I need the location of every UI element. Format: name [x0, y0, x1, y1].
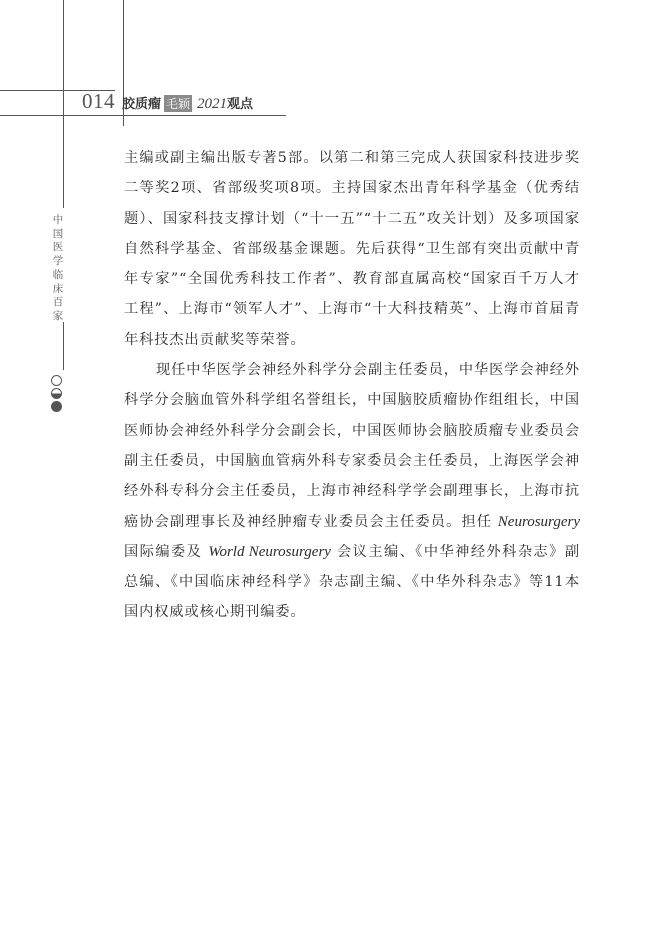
- series-side-label: 中国医学临床百家: [52, 214, 64, 322]
- positions-text-2: 国际编委及: [124, 543, 209, 560]
- hollow-circle-icon: [51, 375, 62, 386]
- journal-name-world-neurosurgery: World Neurosurgery: [208, 543, 331, 560]
- half-filled-circle-icon: [51, 388, 62, 399]
- body-text: [124, 143, 580, 628]
- journal-name-neurosurgery: Neurosurgery: [497, 513, 580, 530]
- filled-circle-icon: [51, 401, 62, 412]
- paragraph-positions: [124, 355, 580, 628]
- page-number: 014: [82, 89, 115, 113]
- frame-vertical-line-top: [63, 0, 64, 208]
- header-rule: [0, 115, 286, 116]
- paragraph-achievements: 主编或副主编出版专著5部。以第二和第三完成人获国家科技进步奖二等奖2项、省部级奖项8项。主持国家杰出青年科学基金（优秀结题）、国家科技支撑计划（“十一五”“十二五”攻关计划）及多项国家自然科学基金、省部级基金课题。先后获得“卫生部有突出贡献中青年专家”“全国优秀科技工作者”、教育部直属高校“国家百千万人才工程”、上海市“领军人才”、上海市“十大科技精英”、上海市首届青年科技杰出贡献奖等荣誉。: [124, 150, 580, 348]
- positions-text: 现任中华医学会神经外科学分会副主任委员，中华医学会神经外科学分会脑血管外科学组名誉组长，中国脑胶质瘤协作组组长，中国医师协会神经外科学分会副会长，中国医师协会脑胶质瘤专业委员会副主任委员，中国脑血管病外科专家委员会主任委员，上海医学会神经外科专科分会主任委员，上海市神经科学学会副理事长，上海市抗癌协会副理事长及神经肿瘤专业委员会主任委员。担任: [124, 362, 580, 530]
- book-title: 胶质瘤: [122, 97, 162, 112]
- positions-text-3: 会议主编、《中华神经外科杂志》副总编、《中国临床神经科学》杂志副主编、《中华外科杂志》等11本国内权威或核心期刊编委。: [124, 543, 580, 621]
- author-tag: 毛颖: [166, 97, 191, 111]
- running-header: [82, 89, 253, 113]
- year-label: 2021: [197, 96, 228, 112]
- view-label: 观点: [227, 97, 254, 112]
- frame-vertical-line-mid: [63, 322, 64, 370]
